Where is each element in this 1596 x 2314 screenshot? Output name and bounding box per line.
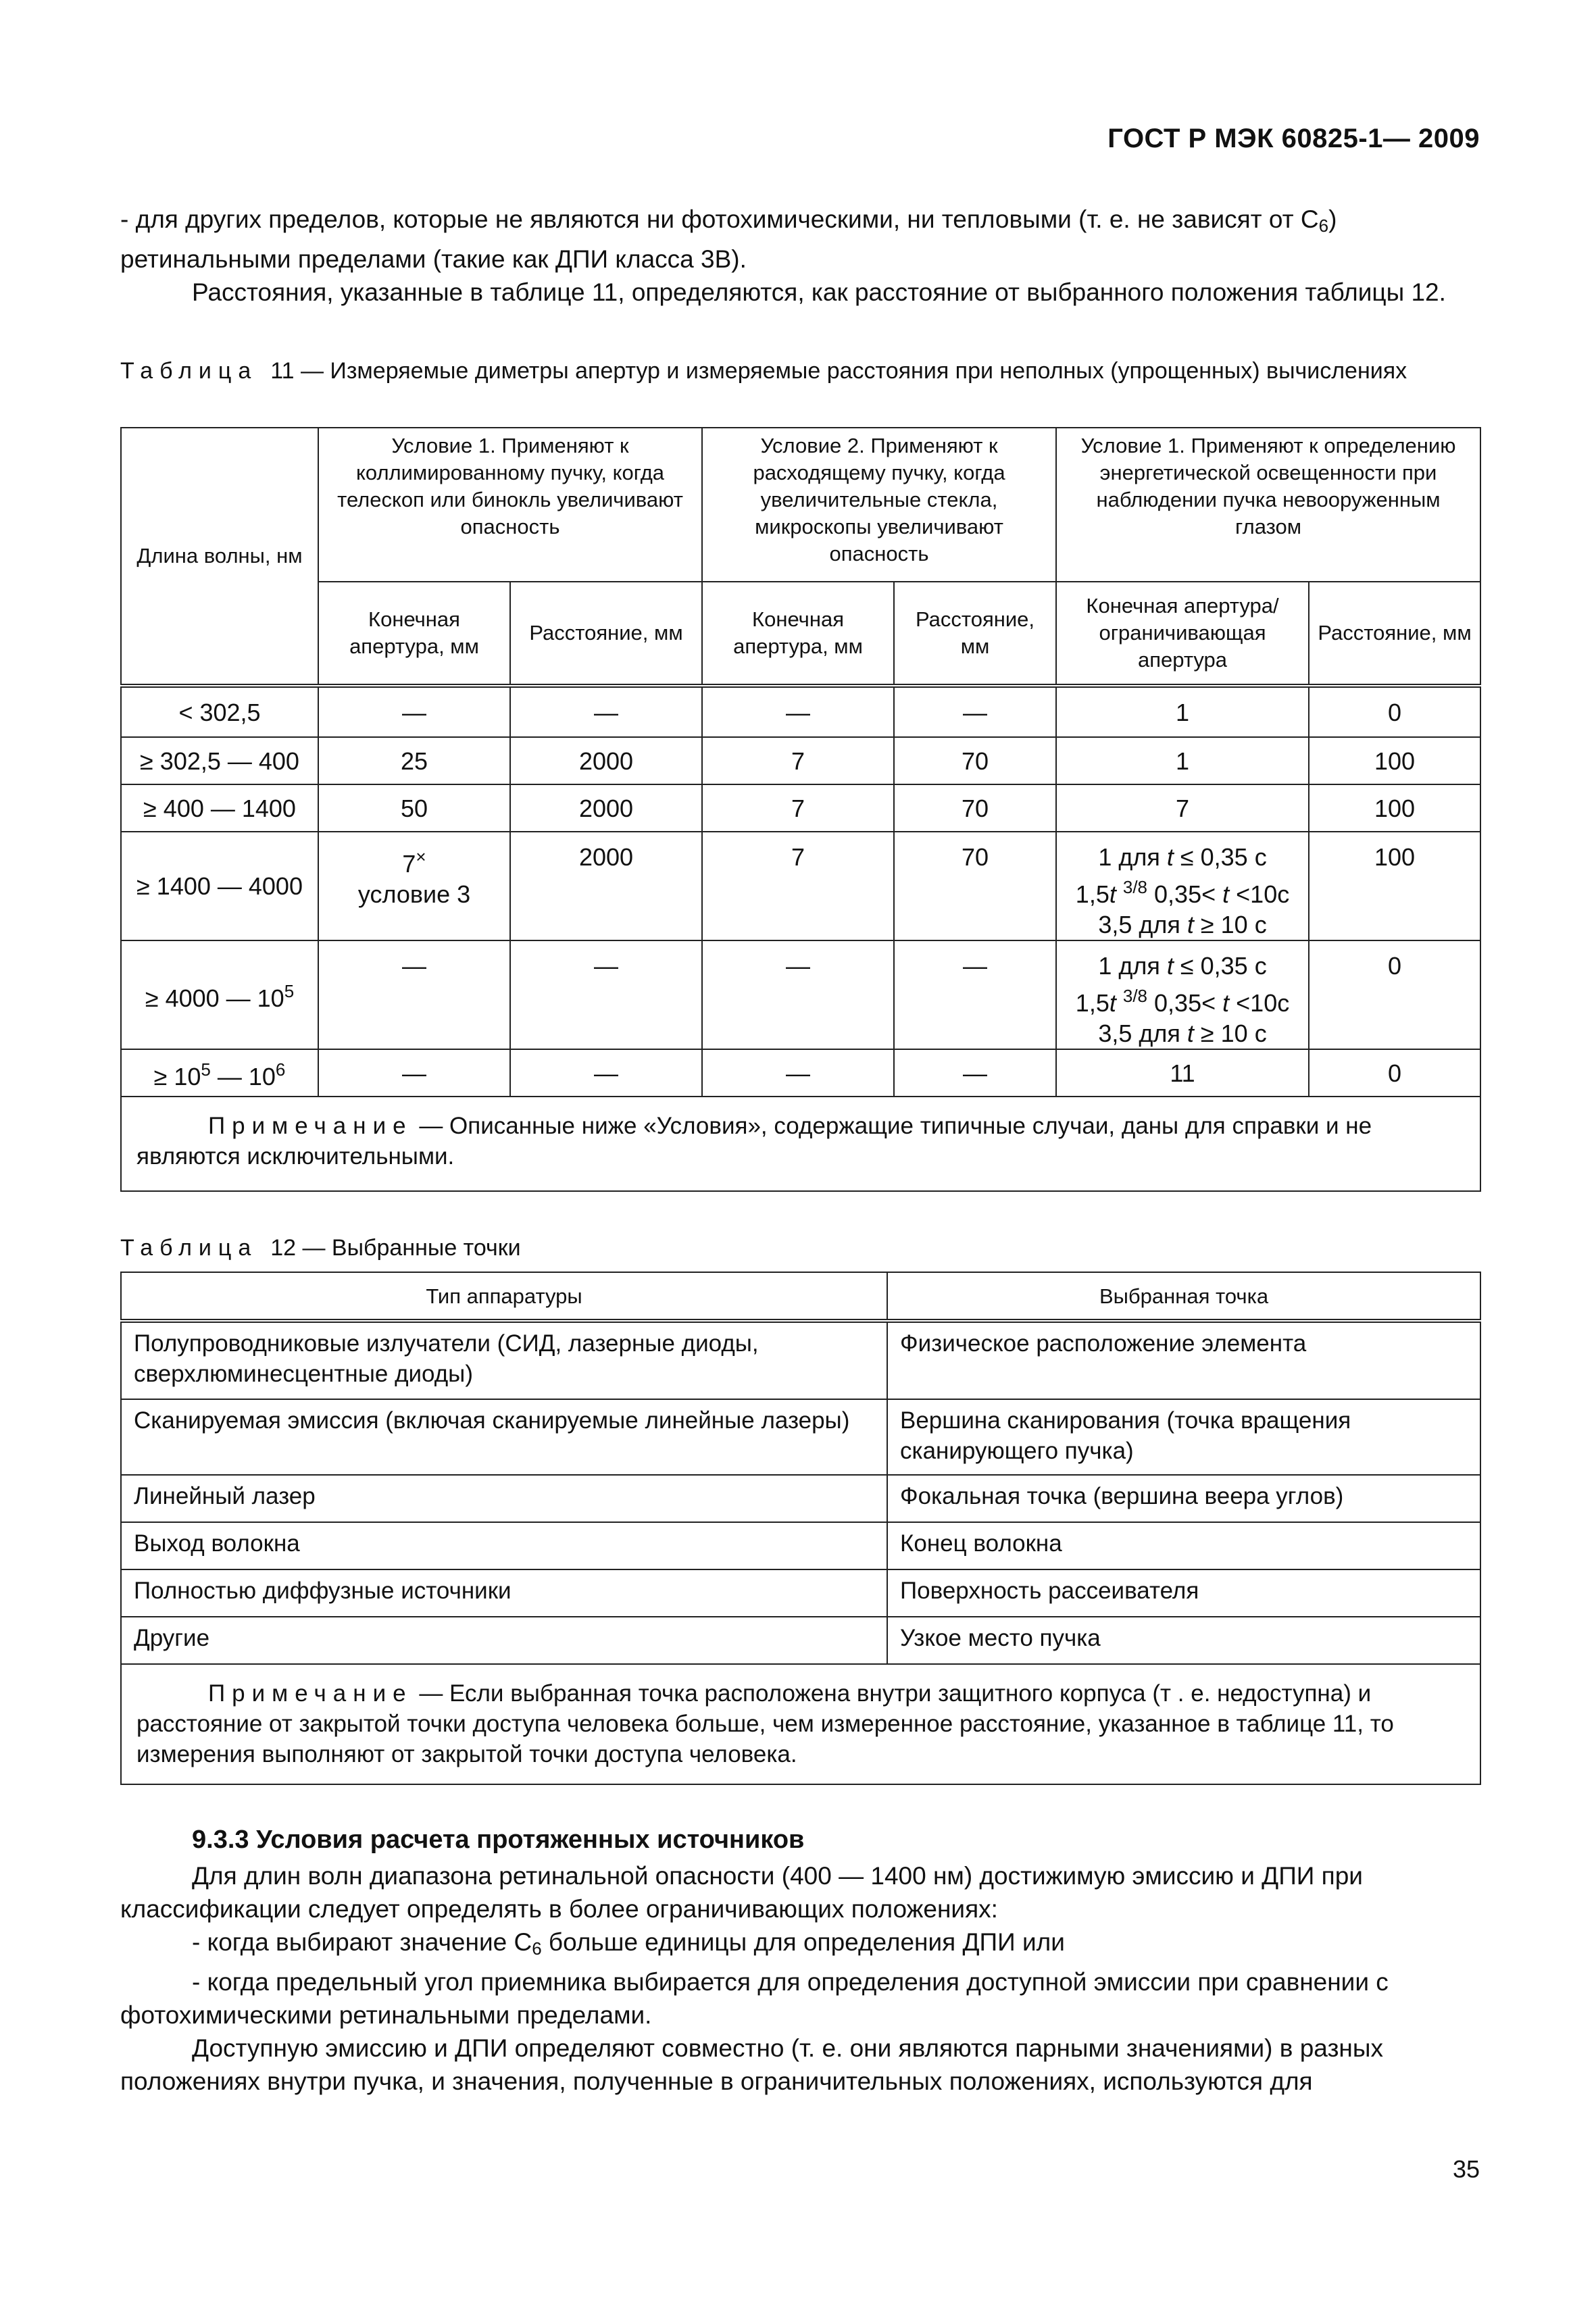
- distance-header: Расстояние, мм: [510, 582, 702, 686]
- standard-code: ГОСТ Р МЭК 60825-1— 2009: [1107, 124, 1480, 153]
- wavelength-header: Длина волны, нм: [121, 428, 318, 686]
- condition3-header: Условие 1. Применяют к определению энергетической освещенности при наблюдении пучка невооруженным глазом: [1056, 428, 1480, 582]
- equipment-type-header: Тип аппаратуры: [121, 1272, 887, 1321]
- table11-note: Примечание — Описанные ниже «Условия», содержащие типичные случаи, даны для справки и не являются исключительными.: [121, 1097, 1480, 1191]
- table12-note: Примечание — Если выбранная точка расположена внутри защитного корпуса (т . е. недоступна) и расстояние от закрытой точки доступа человека больше, чем измеренное расстояние, указанное в таблице 11, то измерения выполняют от закрытой точки доступа человека.: [121, 1664, 1480, 1784]
- table-row: Сканируемая эмиссия (включая сканируемые линейные лазеры) Вершина сканирования (точка вращения сканирующего пучка): [121, 1399, 1480, 1475]
- section-paragraph-3: - когда предельный угол приемника выбирается для определения доступной эмиссии при сравнении с фотохимическими ретинальными пределами.: [120, 1968, 1389, 2029]
- table-row: Полупроводниковые излучатели (СИД, лазерные диоды, сверхлюминесцентные диоды) Физическое расположение элемента: [121, 1321, 1480, 1399]
- section-paragraph-4: Доступную эмиссию и ДПИ определяют совместно (т. е. они являются парными значениями) в разных положениях внутри пучка, и значения, полученные в ограничительных положениях, используются для: [120, 2034, 1383, 2095]
- table11-subheader-row: [121, 582, 1480, 686]
- table-row: ≥ 302,5 — 400 25 2000 7 70 1 100: [121, 737, 1480, 784]
- distance-header: Расстояние, мм: [894, 582, 1056, 686]
- table-row: Линейный лазер Фокальная точка (вершина веера углов): [121, 1475, 1480, 1522]
- table12-header-row: [121, 1272, 1480, 1321]
- page-number: 35: [1452, 2155, 1480, 2183]
- table12-note-row: [121, 1664, 1480, 1784]
- table11-caption: Таблица 11 — Измеряемые диметры апертур и измеряемые расстояния при неполных (упрощенных) вычислениях: [120, 358, 1407, 384]
- table-row: < 302,5 — — — — 1 0: [121, 686, 1480, 737]
- table-row: Полностью диффузные источники Поверхность рассеивателя: [121, 1569, 1480, 1617]
- table12-caption: Таблица 12 — Выбранные точки: [120, 1235, 521, 1261]
- table-11: [120, 427, 1481, 1192]
- aperture-header: Конечная апертура, мм: [318, 582, 510, 686]
- distance-header: Расстояние, мм: [1309, 582, 1480, 686]
- section-paragraph-2: - когда выбирают значение $С_6$ больше единицы для определения ДПИ или: [192, 1928, 1065, 1959]
- condition2-header: Условие 2. Применяют к расходящему пучку, когда увеличительные стекла, микроскопы увеличивают опасность: [702, 428, 1056, 582]
- table-row: ≥ 1400 — 4000 7× условие 3 2000 7 70 1 для t ≤ 0,35 с 1,5t $^{3/8}$ 0,35< t <10с 3,5 для t ≥ 10 с 100: [121, 832, 1480, 940]
- table-row: Другие Узкое место пучка: [121, 1617, 1480, 1664]
- section-paragraph-1: Для длин волн диапазона ретинальной опасности (400 — 1400 нм) достижимую эмиссию и ДПИ при классификации следует определять в более ограничивающих положениях:: [120, 1862, 1363, 1923]
- intro-text: [120, 203, 1480, 309]
- selected-point-header: Выбранная точка: [887, 1272, 1480, 1321]
- table11-note-row: [121, 1097, 1480, 1191]
- aperture-limit-header: Конечная апертура/ ограничивающая апертура: [1056, 582, 1309, 686]
- aperture-header: Конечная апертура, мм: [702, 582, 894, 686]
- table-row: ≥ 4000 — $10^5$ — — — — 1 для t ≤ 0,35 с 1,5t $^{3/8}$ 0,35< t <10с 3,5 для t ≥ 10 с 0: [121, 940, 1480, 1049]
- table-12: [120, 1272, 1481, 1785]
- table-row: ≥ $10^5$ — $10^6$ — — — — 11 0: [121, 1049, 1480, 1097]
- section-heading: 9.3.3 Условия расчета протяженных источников: [192, 1826, 805, 1854]
- table-row: ≥ 400 — 1400 50 2000 7 70 7 100: [121, 784, 1480, 832]
- intro-paragraph-2: Расстояния, указанные в таблице 11, определяются, как расстояние от выбранного положения таблицы 12.: [192, 278, 1446, 306]
- section-body: [120, 1859, 1480, 2098]
- table-row: Выход волокна Конец волокна: [121, 1522, 1480, 1569]
- condition1-header: Условие 1. Применяют к коллимированному пучку, когда телескоп или бинокль увеличивают опасность: [318, 428, 702, 582]
- table11-header-row: [121, 428, 1480, 582]
- intro-paragraph-1: - для других пределов, которые не являются ни фотохимическими, ни тепловыми (т. е. не зависят от $С_6$) ретинальными пределами (такие как ДПИ класса 3В).: [120, 205, 1337, 273]
